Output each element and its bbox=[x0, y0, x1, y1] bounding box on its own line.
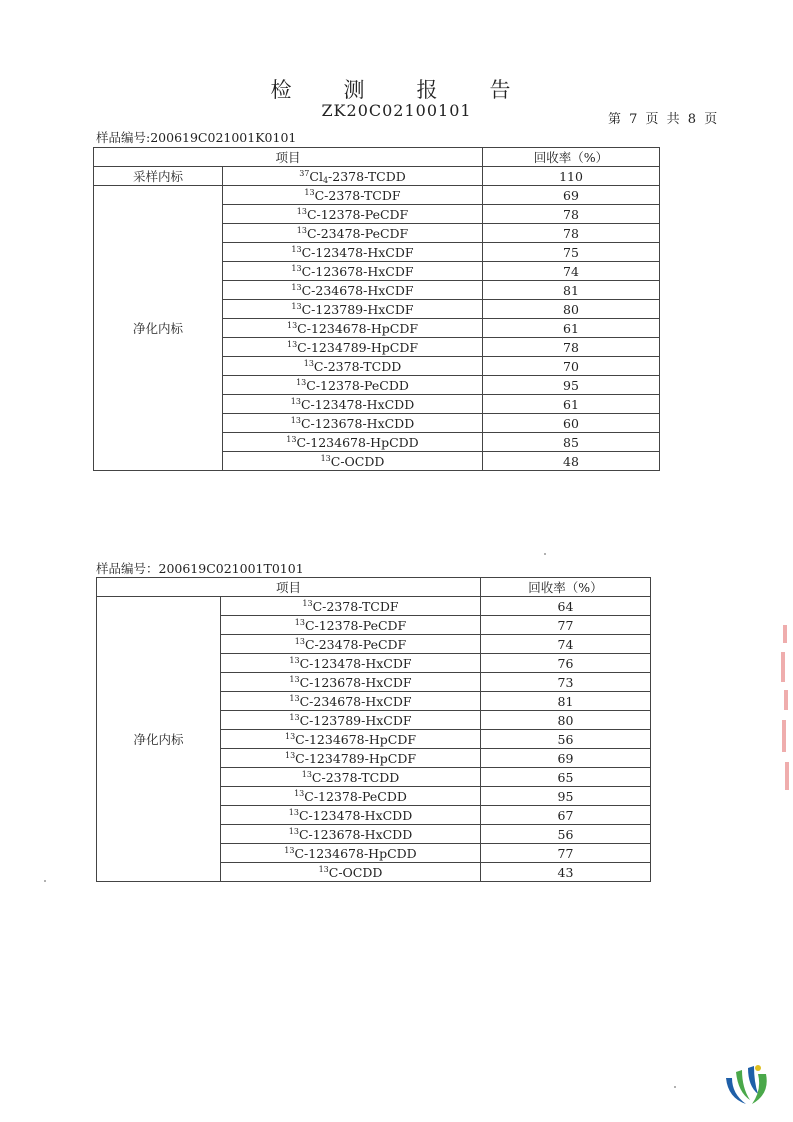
recovery-value: 81 bbox=[481, 692, 651, 711]
recovery-value: 95 bbox=[483, 376, 660, 395]
report-number: ZK20C02100101 bbox=[321, 101, 472, 120]
compound-name: $^{13}$C-12378-PeCDD bbox=[223, 376, 483, 395]
recovery-value: 69 bbox=[481, 749, 651, 768]
recovery-table-2 bbox=[96, 577, 651, 882]
recovery-value: 48 bbox=[483, 452, 660, 471]
recovery-value: 43 bbox=[481, 863, 651, 882]
table-row bbox=[94, 167, 660, 186]
recovery-value: 61 bbox=[483, 319, 660, 338]
compound-name: $^{13}$C-123478-HxCDD bbox=[221, 806, 481, 825]
recovery-value: 67 bbox=[481, 806, 651, 825]
compound-name: $^{13}$C-1234678-HpCDD bbox=[221, 844, 481, 863]
compound-name: $^{13}$C-1234678-HpCDF bbox=[221, 730, 481, 749]
recovery-value: 56 bbox=[481, 730, 651, 749]
report-title: 检测报告 bbox=[270, 78, 563, 102]
compound-name: $^{13}$C-123478-HxCDF bbox=[221, 654, 481, 673]
stamp-mark bbox=[784, 690, 788, 710]
recovery-value: 95 bbox=[481, 787, 651, 806]
compound-name: $^{13}$C-123478-HxCDF bbox=[223, 243, 483, 262]
recovery-value: 78 bbox=[483, 224, 660, 243]
recovery-value: 85 bbox=[483, 433, 660, 452]
recovery-value: 80 bbox=[481, 711, 651, 730]
recovery-table-1 bbox=[93, 147, 660, 471]
recovery-value: 74 bbox=[481, 635, 651, 654]
sample-label-2: 样品编号：200619C021001T0101 bbox=[96, 561, 304, 576]
recovery-value: 61 bbox=[483, 395, 660, 414]
header-recovery: 回收率（%） bbox=[481, 578, 651, 597]
recovery-value: 60 bbox=[483, 414, 660, 433]
compound-name: $^{13}$C-12378-PeCDF bbox=[223, 205, 483, 224]
compound-name: $^{37}Cl_4-2378$-TCDD bbox=[223, 167, 483, 186]
header-recovery: 回收率（%） bbox=[483, 148, 660, 167]
recovery-value: 56 bbox=[481, 825, 651, 844]
compound-name: $^{13}$C-2378-TCDD bbox=[221, 768, 481, 787]
stamp-mark bbox=[782, 720, 786, 752]
recovery-value: 70 bbox=[483, 357, 660, 376]
compound-name: $^{13}$C-123478-HxCDD bbox=[223, 395, 483, 414]
sample-label-1: 样品编号:200619C021001K0101 bbox=[96, 130, 297, 145]
compound-name: $^{13}$C-234678-HxCDF bbox=[221, 692, 481, 711]
compound-name: $^{13}$C-1234678-HpCDD bbox=[223, 433, 483, 452]
compound-name: $^{13}$C-2378-TCDF bbox=[223, 186, 483, 205]
compound-name: $^{13}$C-2378-TCDF bbox=[221, 597, 481, 616]
compound-name: $^{13}$C-1234789-HpCDF bbox=[221, 749, 481, 768]
stamp-mark bbox=[785, 762, 789, 790]
table-row bbox=[94, 186, 660, 205]
recovery-value: 78 bbox=[483, 205, 660, 224]
compound-name: $^{13}$C-OCDD bbox=[223, 452, 483, 471]
compound-name: $^{13}$C-1234678-HpCDF bbox=[223, 319, 483, 338]
compound-name: $^{13}$C-123678-HxCDD bbox=[223, 414, 483, 433]
compound-name: $^{13}$C-OCDD bbox=[221, 863, 481, 882]
recovery-value: 73 bbox=[481, 673, 651, 692]
speck bbox=[44, 880, 46, 882]
stamp-mark bbox=[781, 652, 785, 682]
group-cleanup-standard: 净化内标 bbox=[94, 186, 223, 471]
table-header-row bbox=[97, 578, 651, 597]
compound-name: $^{13}$C-123789-HxCDF bbox=[221, 711, 481, 730]
recovery-value: 76 bbox=[481, 654, 651, 673]
recovery-value: 80 bbox=[483, 300, 660, 319]
table-header-row bbox=[94, 148, 660, 167]
recovery-value: 110 bbox=[483, 167, 660, 186]
compound-name: $^{13}$C-23478-PeCDF bbox=[223, 224, 483, 243]
speck bbox=[674, 1086, 676, 1088]
recovery-value: 74 bbox=[483, 262, 660, 281]
compound-name: $^{13}$C-12378-PeCDD bbox=[221, 787, 481, 806]
compound-name: $^{13}$C-2378-TCDD bbox=[223, 357, 483, 376]
group-cleanup-standard: 净化内标 bbox=[97, 597, 221, 882]
compound-name: $^{13}$C-123678-HxCDF bbox=[223, 262, 483, 281]
header-item: 项目 bbox=[97, 578, 481, 597]
compound-name: $^{13}$C-123678-HxCDD bbox=[221, 825, 481, 844]
group-sampling-standard: 采样内标 bbox=[94, 167, 223, 186]
recovery-value: 75 bbox=[483, 243, 660, 262]
compound-name: $^{13}$C-23478-PeCDF bbox=[221, 635, 481, 654]
table-row bbox=[97, 597, 651, 616]
speck bbox=[544, 553, 546, 555]
recovery-value: 81 bbox=[483, 281, 660, 300]
recovery-value: 78 bbox=[483, 338, 660, 357]
compound-name: $^{13}$C-1234789-HpCDF bbox=[223, 338, 483, 357]
compound-name: $^{13}$C-123789-HxCDF bbox=[223, 300, 483, 319]
compound-name: $^{13}$C-234678-HxCDF bbox=[223, 281, 483, 300]
company-logo-icon bbox=[718, 1060, 778, 1108]
recovery-value: 69 bbox=[483, 186, 660, 205]
stamp-mark bbox=[783, 625, 787, 643]
compound-name: $^{13}$C-123678-HxCDF bbox=[221, 673, 481, 692]
recovery-value: 65 bbox=[481, 768, 651, 787]
recovery-value: 64 bbox=[481, 597, 651, 616]
page-number: 第 7 页 共 8 页 bbox=[608, 112, 720, 127]
header-item: 项目 bbox=[94, 148, 483, 167]
compound-name: $^{13}$C-12378-PeCDF bbox=[221, 616, 481, 635]
recovery-value: 77 bbox=[481, 844, 651, 863]
recovery-value: 77 bbox=[481, 616, 651, 635]
